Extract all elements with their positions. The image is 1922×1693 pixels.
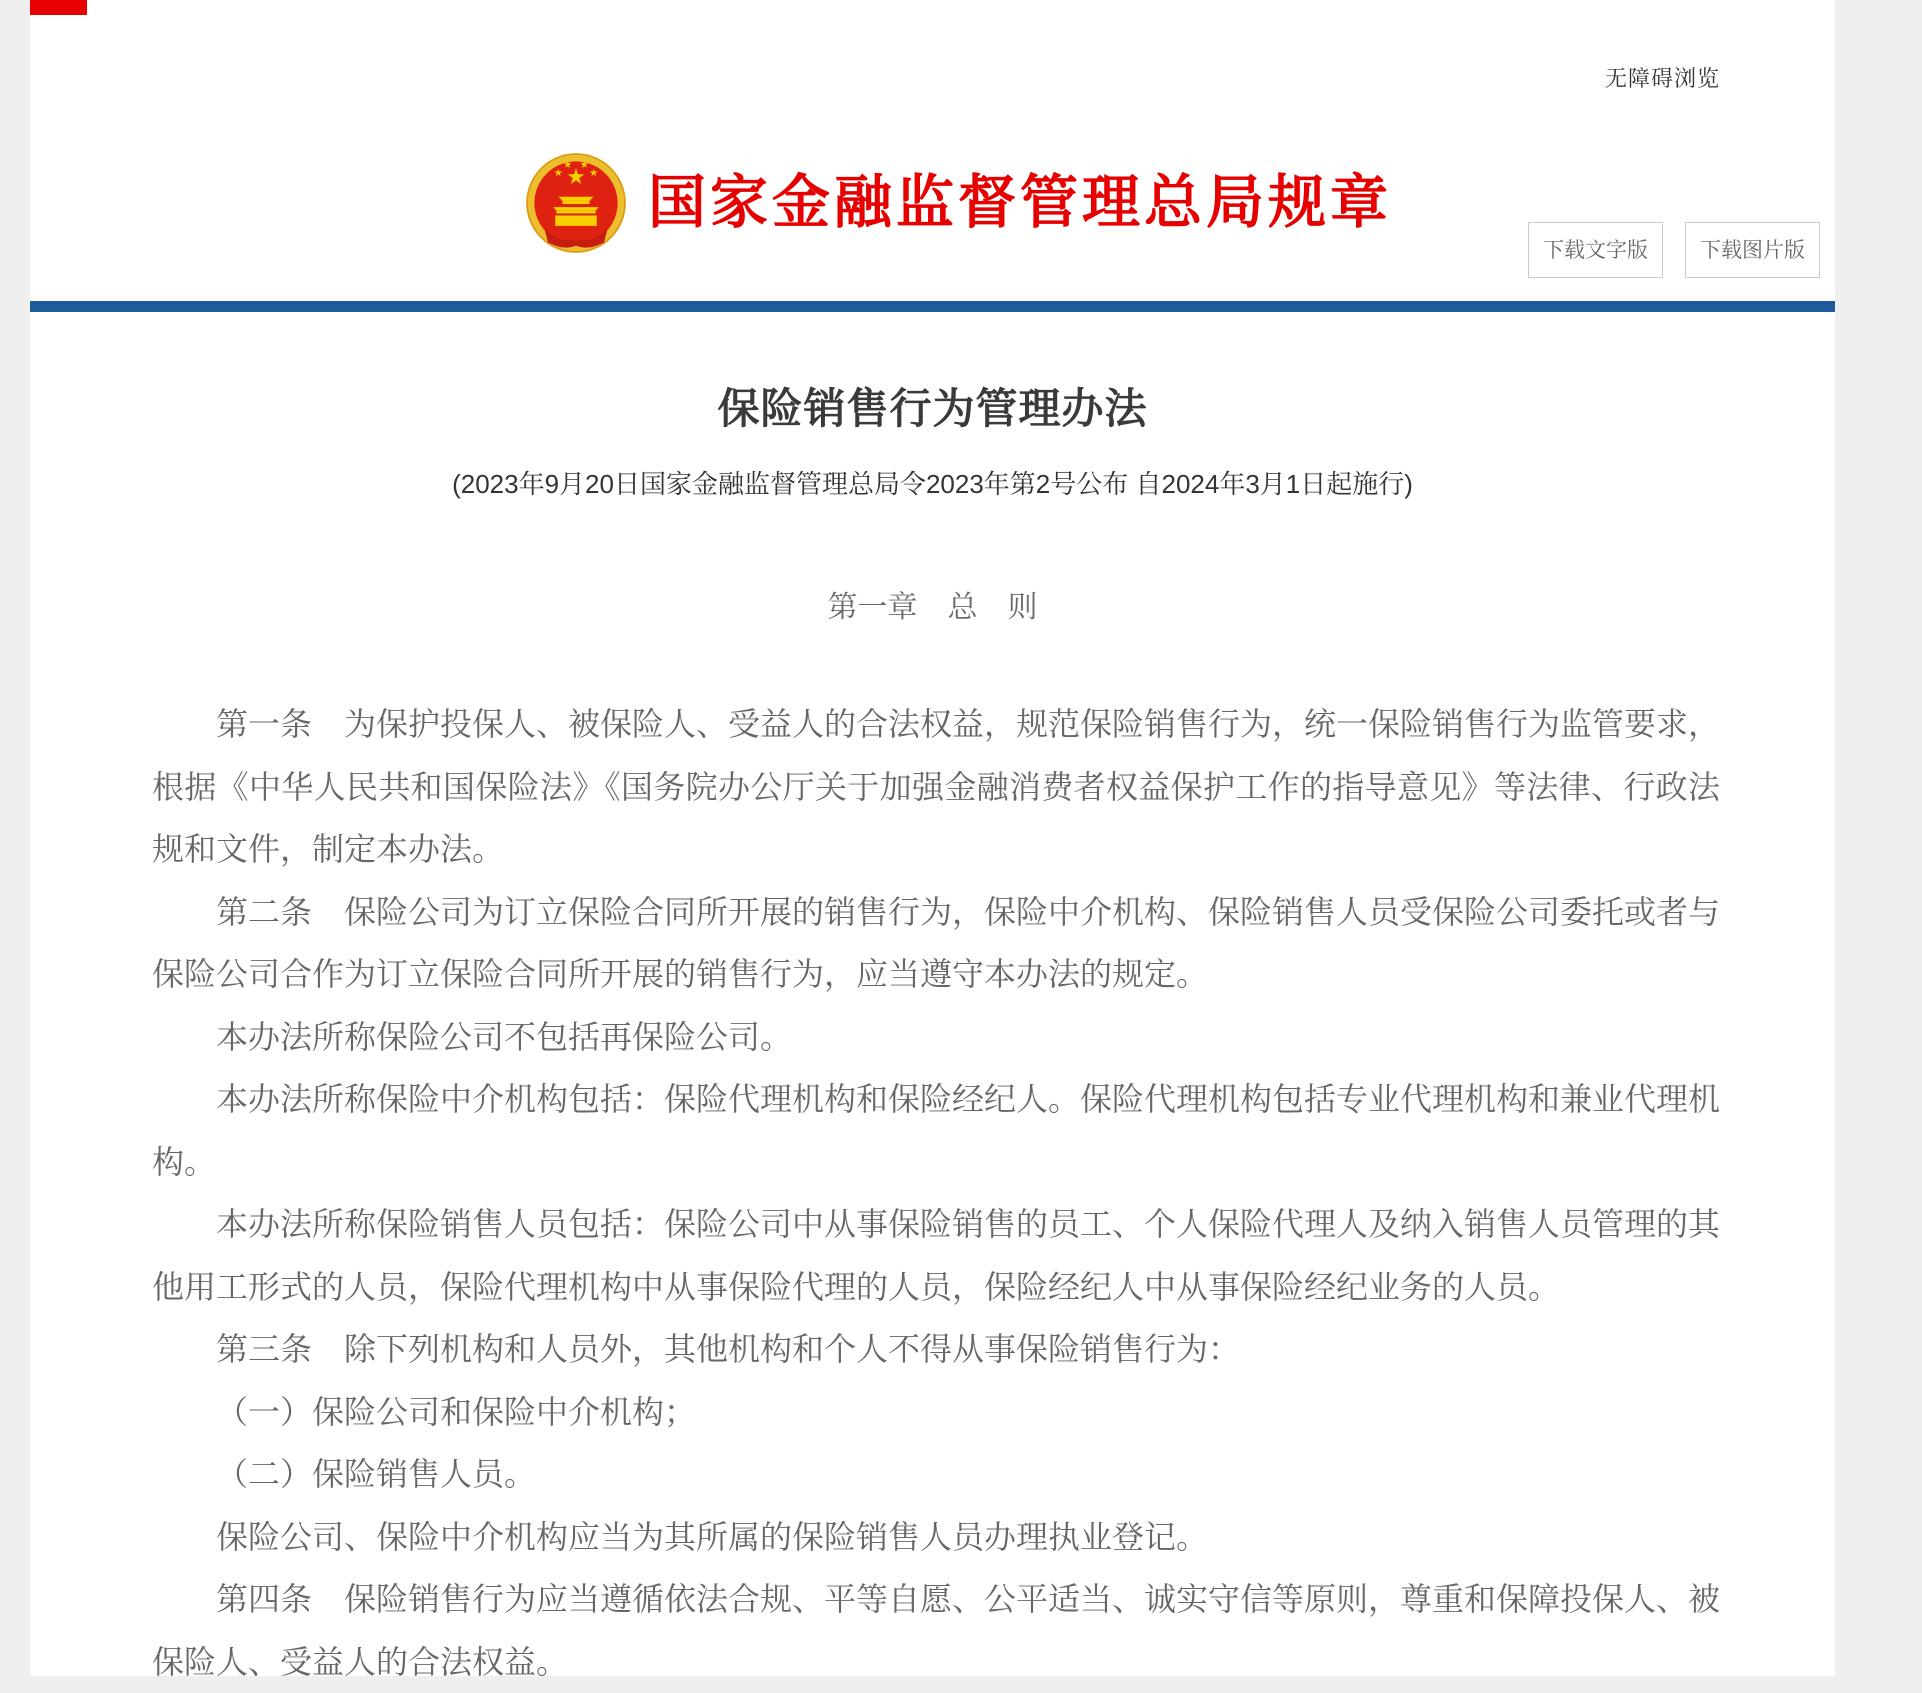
document-subtitle: (2023年9月20日国家金融监督管理总局令2023年第2号公布 自2024年3月1日起施行) (452, 469, 1413, 499)
body-paragraph: 本办法所称保险中介机构包括：保险代理机构和保险经纪人。保险代理机构包括专业代理机构和兼业代理机构。 (152, 1081, 1721, 1180)
national-emblem-icon (524, 151, 628, 255)
body-paragraph: 第四条 保险销售行为应当遵循依法合规、平等自愿、公平适当、诚实守信等原则，尊重和保障投保人、被保险人、受益人的合法权益。 (152, 1581, 1721, 1680)
body-paragraph: （一）保险公司和保险中介机构； (216, 1393, 697, 1430)
site-title: 国家金融监督管理总局规章 (648, 170, 1393, 235)
body-paragraph: （二）保险销售人员。 (216, 1456, 537, 1492)
body-paragraph: 第一条 为保护投保人、被保险人、受益人的合法权益，规范保险销售行为，统一保险销售行为监管要求，根据《中华人民共和国保险法》《国务院办公厅关于加强金融消费者权益保护工作的指导意见》等法律、行政法规和文件，制定本办法。 (152, 706, 1721, 867)
header-divider-bar (30, 301, 1835, 312)
body-paragraph: 本办法所称保险销售人员包括：保险公司中从事保险销售的员工、个人保险代理人及纳入销售人员管理的其他用工形式的人员，保险代理机构中从事保险代理的人员，保险经纪人中从事保险经纪业务的人员。 (152, 1206, 1721, 1305)
chapter-heading: 第一章 总 则 (827, 591, 1038, 624)
download-image-version-button[interactable]: 下载图片版 (1685, 222, 1820, 278)
body-paragraph: 保险公司、保险中介机构应当为其所属的保险销售人员办理执业登记。 (216, 1518, 1209, 1555)
site-header (524, 148, 1392, 258)
body-paragraph: 第三条 除下列机构和人员外，其他机构和个人不得从事保险销售行为： (216, 1331, 1241, 1367)
body-paragraph: 第二条 保险公司为订立保险合同所开展的销售行为，保险中介机构、保险销售人员受保险公司委托或者与保险公司合作为订立保险合同所开展的销售行为，应当遵守本办法的规定。 (152, 893, 1721, 992)
accessibility-browse-link[interactable]: 无障碍浏览 (1604, 66, 1720, 91)
document-title: 保险销售行为管理办法 (717, 385, 1148, 432)
document-sheet (30, 0, 1835, 1680)
partial-red-element (30, 0, 87, 15)
document-body (152, 693, 1720, 1693)
download-text-version-button[interactable]: 下载文字版 (1528, 222, 1663, 278)
download-buttons (1528, 222, 1820, 278)
body-paragraph: 本办法所称保险公司不包括再保险公司。 (216, 1018, 793, 1055)
